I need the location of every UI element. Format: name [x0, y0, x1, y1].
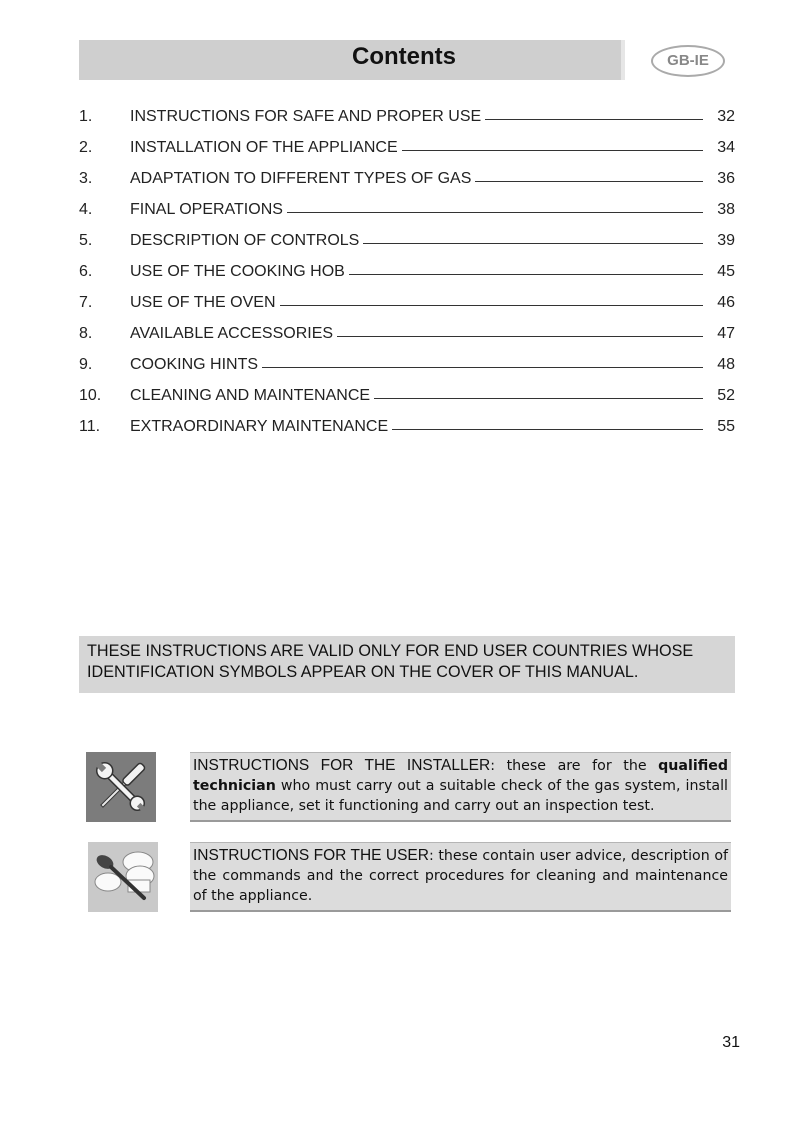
- toc-title: USE OF THE COOKING HOB: [130, 263, 345, 280]
- toc-page: 36: [717, 170, 735, 187]
- toc-number: 8.: [79, 325, 93, 342]
- toc-leader: [349, 274, 703, 275]
- toc-number: 3.: [79, 170, 93, 187]
- toc-title: EXTRAORDINARY MAINTENANCE: [130, 418, 389, 435]
- toc-row[interactable]: [79, 418, 735, 449]
- toc-number: 2.: [79, 139, 93, 156]
- toc-title: AVAILABLE ACCESSORIES: [130, 325, 334, 342]
- toc-page: 46: [717, 294, 735, 311]
- toc-row[interactable]: [79, 356, 735, 387]
- toc-row[interactable]: [79, 201, 735, 232]
- toc-leader: [392, 429, 703, 430]
- toc-page: 38: [717, 201, 735, 218]
- toc-row[interactable]: [79, 387, 735, 418]
- user-text: : these contain user advice, description of the commands and the correct procedures for cleaning and maintenance of the appliance.: [193, 848, 728, 904]
- toc-row[interactable]: [79, 139, 735, 170]
- toc-page: 52: [717, 387, 735, 404]
- toc-number: 10.: [79, 387, 102, 404]
- toc-page: 45: [717, 263, 735, 280]
- table-of-contents: [79, 108, 735, 449]
- page-title: Contents: [352, 43, 456, 70]
- toc-number: 7.: [79, 294, 93, 311]
- toc-page: 55: [717, 418, 735, 435]
- toc-number: 9.: [79, 356, 93, 373]
- page-number: 31: [722, 1034, 740, 1051]
- toc-leader: [475, 181, 703, 182]
- toc-number: 1.: [79, 108, 93, 125]
- toc-row[interactable]: [79, 263, 735, 294]
- toc-leader: [363, 243, 703, 244]
- toc-title: FINAL OPERATIONS: [130, 201, 283, 218]
- toc-leader: [374, 398, 703, 399]
- toc-title: ADAPTATION TO DIFFERENT TYPES OF GAS: [130, 170, 472, 187]
- user-instructions: [190, 842, 731, 912]
- validity-notice: THESE INSTRUCTIONS ARE VALID ONLY FOR END USER COUNTRIES WHOSE IDENTIFICATION SYMBOLS APPEAR ON THE COVER OF THIS MANUAL.: [79, 636, 735, 693]
- toc-title: CLEANING AND MAINTENANCE: [130, 387, 371, 404]
- installer-lead: INSTRUCTIONS FOR THE INSTALLER: [193, 757, 491, 774]
- chef-spoon-icon: [88, 842, 158, 912]
- toc-page: 32: [717, 108, 735, 125]
- toc-title: DESCRIPTION OF CONTROLS: [130, 232, 360, 249]
- toc-number: 4.: [79, 201, 93, 218]
- toc-leader: [280, 305, 703, 306]
- installer-text-end: who must carry out a suitable check of the gas system, install the appliance, set it functioning and carry out an inspection test.: [193, 778, 728, 814]
- installer-instructions: [190, 752, 731, 822]
- toc-row[interactable]: [79, 170, 735, 201]
- toc-page: 39: [717, 232, 735, 249]
- user-lead: INSTRUCTIONS FOR THE USER: [193, 847, 429, 864]
- tools-icon: [86, 752, 156, 822]
- toc-page: 48: [717, 356, 735, 373]
- toc-leader: [337, 336, 703, 337]
- toc-number: 11.: [79, 418, 101, 435]
- toc-title: INSTRUCTIONS FOR SAFE AND PROPER USE: [130, 108, 482, 125]
- toc-leader: [287, 212, 703, 213]
- toc-row[interactable]: [79, 108, 735, 139]
- toc-leader: [485, 119, 703, 120]
- toc-number: 6.: [79, 263, 93, 280]
- toc-page: 34: [717, 139, 735, 156]
- toc-page: 47: [717, 325, 735, 342]
- toc-title: INSTALLATION OF THE APPLIANCE: [130, 139, 398, 156]
- toc-number: 5.: [79, 232, 93, 249]
- toc-row[interactable]: [79, 294, 735, 325]
- language-badge: GB-IE: [651, 45, 725, 77]
- toc-row[interactable]: [79, 325, 735, 356]
- toc-row[interactable]: [79, 232, 735, 263]
- toc-title: USE OF THE OVEN: [130, 294, 276, 311]
- toc-title: COOKING HINTS: [130, 356, 259, 373]
- toc-leader: [402, 150, 703, 151]
- installer-text: : these are for the: [490, 758, 659, 774]
- installer-bold: qualified technician: [193, 758, 729, 794]
- toc-leader: [262, 367, 703, 368]
